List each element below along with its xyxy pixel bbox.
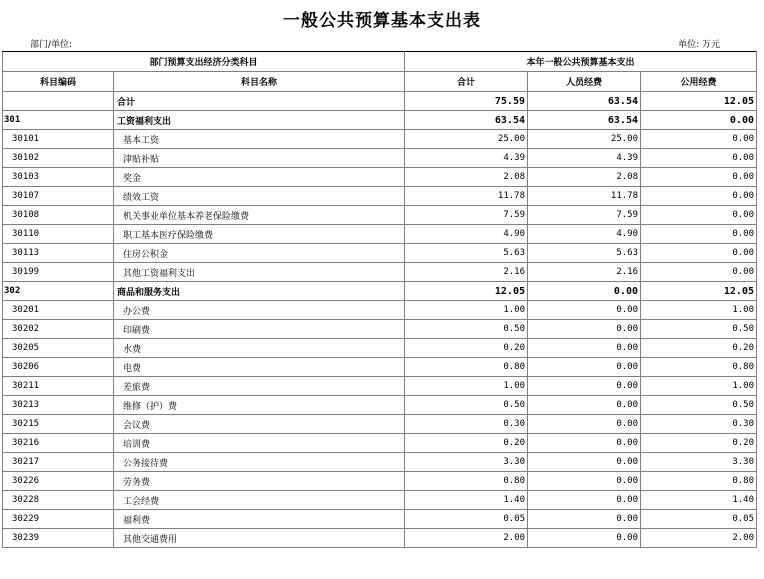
cell-code: 30228	[3, 491, 114, 510]
table-row	[3, 415, 757, 434]
cell-name: 津贴补贴	[114, 149, 405, 168]
table-row	[3, 168, 757, 187]
cell-code: 30205	[3, 339, 114, 358]
table-row	[3, 510, 757, 529]
cell-total: 0.30	[405, 415, 528, 434]
cell-code: 30103	[3, 168, 114, 187]
cell-public: 0.00	[641, 111, 757, 130]
cell-name: 绩效工资	[114, 187, 405, 206]
cell-personnel: 0.00	[528, 491, 641, 510]
cell-personnel: 0.00	[528, 339, 641, 358]
table-row	[3, 187, 757, 206]
cell-personnel: 0.00	[528, 434, 641, 453]
page-title: 一般公共预算基本支出表	[283, 11, 481, 31]
cell-total: 2.08	[405, 168, 528, 187]
cell-total: 63.54	[405, 111, 528, 130]
cell-code: 30215	[3, 415, 114, 434]
cell-personnel: 0.00	[528, 529, 641, 548]
total-row	[3, 92, 757, 111]
cell-public: 2.00	[641, 529, 757, 548]
cell-personnel: 0.00	[528, 453, 641, 472]
section-row	[3, 282, 757, 301]
header-name: 科目名称	[114, 72, 405, 92]
cell-public: 0.30	[641, 415, 757, 434]
cell-total: 2.00	[405, 529, 528, 548]
cell-total: 0.80	[405, 358, 528, 377]
cell-code: 30213	[3, 396, 114, 415]
cell-total: 0.50	[405, 320, 528, 339]
cell-code: 30216	[3, 434, 114, 453]
table-row	[3, 206, 757, 225]
cell-name: 劳务费	[114, 472, 405, 491]
table-row	[3, 225, 757, 244]
table-row	[3, 491, 757, 510]
cell-name: 电费	[114, 358, 405, 377]
cell-code: 30113	[3, 244, 114, 263]
table-row	[3, 358, 757, 377]
cell-total: 4.90	[405, 225, 528, 244]
cell-public: 0.80	[641, 358, 757, 377]
cell-total: 0.20	[405, 434, 528, 453]
unit-label: 单位: 万元	[678, 40, 720, 50]
cell-code: 30202	[3, 320, 114, 339]
table-row	[3, 149, 757, 168]
cell-name: 商品和服务支出	[114, 282, 405, 301]
cell-public: 0.00	[641, 263, 757, 282]
cell-total: 0.80	[405, 472, 528, 491]
table-row	[3, 396, 757, 415]
cell-total: 4.39	[405, 149, 528, 168]
table-row	[3, 377, 757, 396]
cell-name: 维修（护）费	[114, 396, 405, 415]
cell-personnel: 5.63	[528, 244, 641, 263]
cell-name: 水费	[114, 339, 405, 358]
cell-public: 1.00	[641, 301, 757, 320]
cell-personnel: 0.00	[528, 415, 641, 434]
cell-total: 12.05	[405, 282, 528, 301]
cell-total: 2.16	[405, 263, 528, 282]
cell-public: 3.30	[641, 453, 757, 472]
cell-total: 0.50	[405, 396, 528, 415]
cell-public: 12.05	[641, 92, 757, 111]
table-row	[3, 472, 757, 491]
cell-personnel: 0.00	[528, 320, 641, 339]
cell-total: 1.40	[405, 491, 528, 510]
cell-code: 30226	[3, 472, 114, 491]
cell-public: 1.00	[641, 377, 757, 396]
header-code: 科目编码	[3, 72, 114, 92]
cell-personnel: 0.00	[528, 282, 641, 301]
cell-total: 25.00	[405, 130, 528, 149]
cell-name: 合计	[114, 92, 405, 111]
cell-total: 3.30	[405, 453, 528, 472]
cell-personnel: 2.16	[528, 263, 641, 282]
cell-public: 0.00	[641, 168, 757, 187]
header-group-row	[3, 52, 757, 72]
cell-public: 1.40	[641, 491, 757, 510]
cell-code: 30217	[3, 453, 114, 472]
cell-code: 30201	[3, 301, 114, 320]
cell-name: 工会经费	[114, 491, 405, 510]
cell-total: 0.20	[405, 339, 528, 358]
cell-code: 30211	[3, 377, 114, 396]
table-row	[3, 320, 757, 339]
cell-name: 差旅费	[114, 377, 405, 396]
cell-personnel: 4.90	[528, 225, 641, 244]
cell-personnel: 0.00	[528, 301, 641, 320]
budget-table	[2, 51, 757, 548]
cell-personnel: 0.00	[528, 396, 641, 415]
cell-total: 5.63	[405, 244, 528, 263]
cell-code: 30108	[3, 206, 114, 225]
cell-name: 职工基本医疗保险缴费	[114, 225, 405, 244]
cell-total: 11.78	[405, 187, 528, 206]
cell-name: 培训费	[114, 434, 405, 453]
cell-code: 30102	[3, 149, 114, 168]
header-total: 合计	[405, 72, 528, 92]
cell-public: 0.50	[641, 320, 757, 339]
cell-public: 0.20	[641, 434, 757, 453]
table-row	[3, 244, 757, 263]
cell-name: 工资福利支出	[114, 111, 405, 130]
cell-personnel: 0.00	[528, 377, 641, 396]
table-row	[3, 453, 757, 472]
table-row	[3, 434, 757, 453]
cell-total: 0.05	[405, 510, 528, 529]
cell-code: 302	[3, 282, 114, 301]
cell-code: 30206	[3, 358, 114, 377]
cell-total: 1.00	[405, 301, 528, 320]
cell-code	[3, 92, 114, 111]
table-row	[3, 339, 757, 358]
cell-total: 1.00	[405, 377, 528, 396]
cell-public: 0.50	[641, 396, 757, 415]
cell-public: 0.20	[641, 339, 757, 358]
table-row	[3, 130, 757, 149]
header-column-row	[3, 72, 757, 92]
cell-public: 0.80	[641, 472, 757, 491]
cell-personnel: 0.00	[528, 510, 641, 529]
cell-code: 30107	[3, 187, 114, 206]
cell-name: 其他工资福利支出	[114, 263, 405, 282]
header-group-left: 部门预算支出经济分类科目	[3, 52, 405, 72]
cell-code: 30101	[3, 130, 114, 149]
cell-personnel: 2.08	[528, 168, 641, 187]
cell-personnel: 4.39	[528, 149, 641, 168]
cell-public: 0.05	[641, 510, 757, 529]
cell-public: 0.00	[641, 149, 757, 168]
cell-personnel: 11.78	[528, 187, 641, 206]
cell-public: 0.00	[641, 225, 757, 244]
header-group-right: 本年一般公共预算基本支出	[405, 52, 757, 72]
table-row	[3, 301, 757, 320]
header-personnel: 人员经费	[528, 72, 641, 92]
cell-code: 30229	[3, 510, 114, 529]
table-row	[3, 263, 757, 282]
cell-total: 75.59	[405, 92, 528, 111]
cell-public: 0.00	[641, 130, 757, 149]
cell-public: 0.00	[641, 206, 757, 225]
cell-code: 30110	[3, 225, 114, 244]
cell-name: 会议费	[114, 415, 405, 434]
cell-name: 住房公积金	[114, 244, 405, 263]
cell-name: 奖金	[114, 168, 405, 187]
cell-public: 0.00	[641, 244, 757, 263]
cell-personnel: 63.54	[528, 111, 641, 130]
cell-name: 公务接待费	[114, 453, 405, 472]
cell-name: 福利费	[114, 510, 405, 529]
cell-personnel: 0.00	[528, 472, 641, 491]
cell-name: 机关事业单位基本养老保险缴费	[114, 206, 405, 225]
cell-name: 基本工资	[114, 130, 405, 149]
department-label: 部门/单位:	[30, 40, 73, 50]
cell-code: 30199	[3, 263, 114, 282]
header-public: 公用经费	[641, 72, 757, 92]
cell-name: 办公费	[114, 301, 405, 320]
section-row	[3, 111, 757, 130]
cell-personnel: 7.59	[528, 206, 641, 225]
cell-public: 0.00	[641, 187, 757, 206]
cell-name: 印刷费	[114, 320, 405, 339]
cell-personnel: 0.00	[528, 358, 641, 377]
cell-public: 12.05	[641, 282, 757, 301]
cell-personnel: 63.54	[528, 92, 641, 111]
cell-name: 其他交通费用	[114, 529, 405, 548]
cell-code: 30239	[3, 529, 114, 548]
cell-total: 7.59	[405, 206, 528, 225]
cell-personnel: 25.00	[528, 130, 641, 149]
cell-code: 301	[3, 111, 114, 130]
table-row	[3, 529, 757, 548]
